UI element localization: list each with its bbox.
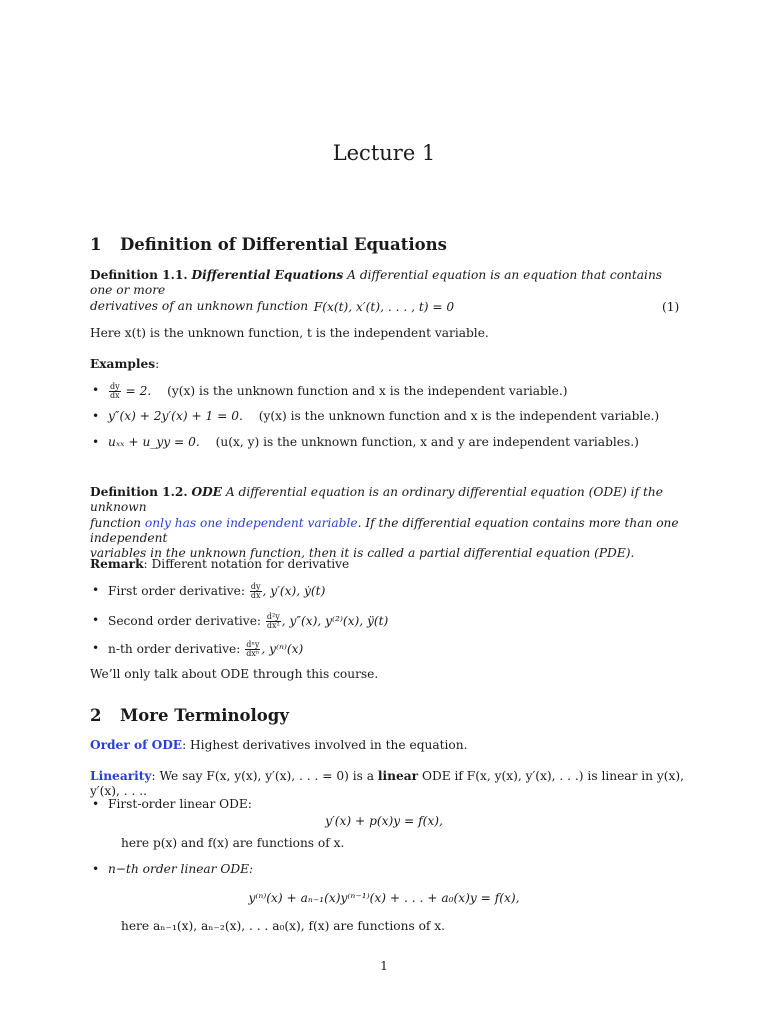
section-2-title: More Terminology <box>120 706 289 725</box>
remark-item-2-fraction: $\frac{\text{d²y}}{\text{dx²}}$ <box>266 612 280 630</box>
section-1-number: 1 <box>90 235 102 254</box>
here-text: Here x(t) is the unknown function, t is the independent variable. <box>90 326 489 340</box>
remark-item-2 <box>108 613 388 630</box>
def2-line2-end: . If the differential equation contains more than one independent <box>90 515 679 545</box>
remark-text: : Different notation for derivative <box>143 557 350 571</box>
order-of-ode-label: Order of ODE <box>90 738 183 752</box>
nth-order-equation: y⁽ⁿ⁾(x) + aₙ₋₁(x)y⁽ⁿ⁻¹⁾(x) + . . . + a₀(x)y = f(x), <box>248 891 520 905</box>
first-order-note: here p(x) and f(x) are functions of x. <box>121 836 345 850</box>
nth-order-label: n−th order linear ODE: <box>108 862 254 876</box>
example-2 <box>108 409 659 424</box>
order-of-ode <box>90 738 680 753</box>
remark-label: Remark <box>90 557 144 571</box>
def1-line1: A differential equation is an equation that contains one or more <box>90 268 663 298</box>
only-talk-text: We’ll only talk about ODE through this course. <box>90 667 379 681</box>
remark-item-1-text: First order derivative: <box>108 584 245 598</box>
example-2-note: (y(x) is the unknown function and x is the independent variable.) <box>258 409 660 423</box>
remark-item-1-fraction: $\frac{dy}{dx}$ <box>250 582 261 600</box>
remark-item-2-text: Second order derivative: <box>108 614 262 628</box>
section-2-number: 2 <box>90 706 102 725</box>
examples-heading <box>90 357 680 372</box>
page-title: Lecture 1 <box>332 141 436 165</box>
example-2-equation: y″(x) + 2y′(x) + 1 = 0. <box>108 409 243 423</box>
examples-colon: : <box>155 357 160 371</box>
def1-term: Differential Equations <box>191 268 344 282</box>
example-1-note: (y(x) is the unknown function and x is the independent variable.) <box>167 384 568 398</box>
remark-item-3-text: n-th order derivative: <box>108 642 241 656</box>
def2-highlight: only has one independent variable <box>144 515 358 530</box>
section-1-title: Definition of Differential Equations <box>120 235 447 254</box>
def1-label: Definition 1.1. <box>90 268 188 282</box>
remark-item-2-rest: , y″(x), y⁽²⁾(x), ÿ(t) <box>281 614 389 628</box>
order-of-ode-text: : Highest derivatives involved in the equation. <box>182 738 468 752</box>
nth-order-note: here aₙ₋₁(x), aₙ₋₂(x), . . . a₀(x), f(x) are functions of x. <box>121 919 446 933</box>
nth-order-item <box>108 862 253 877</box>
definition-1-2 <box>90 485 680 561</box>
linearity-label: Linearity <box>90 769 152 783</box>
remark-item-3-fraction: $\frac{\text{dⁿy}}{\text{dxⁿ}}$ <box>246 640 260 658</box>
page-number: 1 <box>380 959 388 973</box>
example-3-note: (u(x, y) is the unknown function, x and y are independent variables.) <box>215 435 639 449</box>
linearity <box>90 769 690 800</box>
section-1-heading <box>90 235 447 256</box>
example-1-equation: = 2. <box>125 384 152 398</box>
linearity-text-a: : We say F(x, y(x), y′(x), . . . = 0) is a <box>151 769 375 783</box>
remark-item-3 <box>108 641 303 658</box>
first-order-item <box>108 797 252 812</box>
example-3-equation: uₓₓ + u_yy = 0. <box>108 435 200 449</box>
remark-item-3-rest: , y⁽ⁿ⁾(x) <box>261 642 304 656</box>
remark-item-1 <box>108 583 325 600</box>
def2-line1: A differential equation is an ordinary differential equation (ODE) if the unknown <box>90 485 663 515</box>
first-order-equation: y′(x) + p(x)y = f(x), <box>325 814 443 828</box>
example-1-fraction: • $\frac{dy}{dx}$ <box>110 382 120 400</box>
section-2-heading <box>90 706 289 727</box>
def1-line2: derivatives of an unknown function <box>90 298 309 313</box>
def2-term: ODE <box>191 485 222 499</box>
def2-line2-start: function <box>90 515 142 530</box>
example-1 <box>108 383 568 400</box>
example-3 <box>108 435 639 450</box>
examples-label: Examples <box>90 357 156 371</box>
first-order-label: First-order linear ODE: <box>108 797 252 811</box>
remark <box>90 557 680 572</box>
linearity-text-b: ODE if F(x, y(x), y′(x), . . .) is linear in y(x), y′(x), . . .. <box>90 769 685 799</box>
remark-item-1-rest: , y′(x), ẏ(t) <box>262 584 326 598</box>
equation-1-number: (1) <box>662 300 680 314</box>
linearity-bold: linear <box>377 769 419 783</box>
def2-label: Definition 1.2. <box>90 485 188 499</box>
def2-line3: variables in the unknown function, then it is called a partial differential equation (PDE). <box>90 546 635 560</box>
equation-1: F(x(t), x′(t), . . . , t) = 0 <box>313 300 455 314</box>
